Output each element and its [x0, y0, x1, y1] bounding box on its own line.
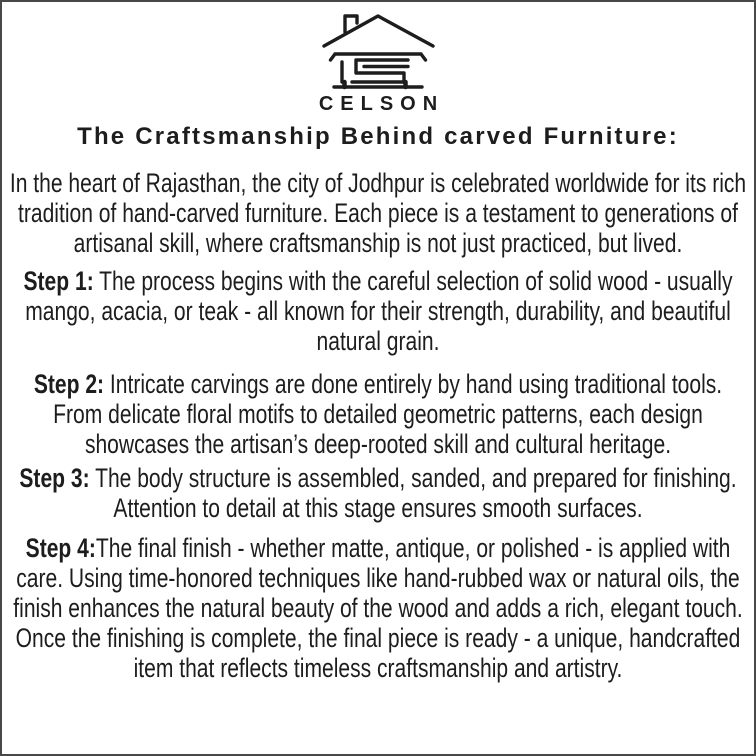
- step-3-paragraph: [8, 463, 749, 523]
- step-2-paragraph: [8, 369, 749, 459]
- logo-s-monogram: [352, 60, 408, 82]
- logo-roof: [324, 16, 433, 46]
- closing-paragraph: Once the finishing is complete, the final piece is ready - a unique, handcrafted item that reflects timeless craftsmanship and artistry.: [15, 623, 741, 683]
- house-with-s-monogram-icon: [320, 10, 437, 90]
- brand-name: CELSON: [318, 93, 445, 115]
- header: [2, 10, 754, 152]
- step-1-label: Step 1:: [23, 266, 94, 296]
- step-1-paragraph: [8, 266, 749, 356]
- step-4-label: Step 4:: [25, 533, 96, 563]
- flyer-page: [2, 2, 754, 683]
- step-2-label: Step 2:: [33, 369, 105, 399]
- step-4-paragraph: [8, 533, 749, 623]
- step-1-text: The process begins with the careful selection of solid wood - usually mango, acacia, or teak - all known for their strength, durability, and beautiful natural grain.: [25, 266, 733, 356]
- content: [8, 168, 749, 683]
- page-title: The Craftsmanship Behind carved Furniture:: [77, 123, 679, 150]
- step-3-text: The body structure is assembled, sanded, and prepared for finishing. Attention to detail at this stage ensures smooth surfaces.: [89, 463, 737, 523]
- step-3-label: Step 3:: [19, 463, 90, 493]
- celson-logo: [320, 10, 437, 90]
- step-4-text: The final finish - whether matte, antique, or polished - is applied with care. Using time-honored techniques like hand-rubbed wax or natural oils, the finish enhances the natural beauty of the wood and adds a rich, elegant touch.: [13, 533, 743, 623]
- step-2-text: Intricate carvings are done entirely by hand using traditional tools. From delicate floral motifs to detailed geometric patterns, each design showcases the artisan’s deep-rooted skill and cultural heritage.: [53, 369, 723, 459]
- intro-paragraph: In the heart of Rajasthan, the city of Jodhpur is celebrated worldwide for its rich tradition of hand-carved furniture. Each piece is a testament to generations of artisanal skill, where craftsmanship is not just practiced, but lived.: [9, 168, 747, 258]
